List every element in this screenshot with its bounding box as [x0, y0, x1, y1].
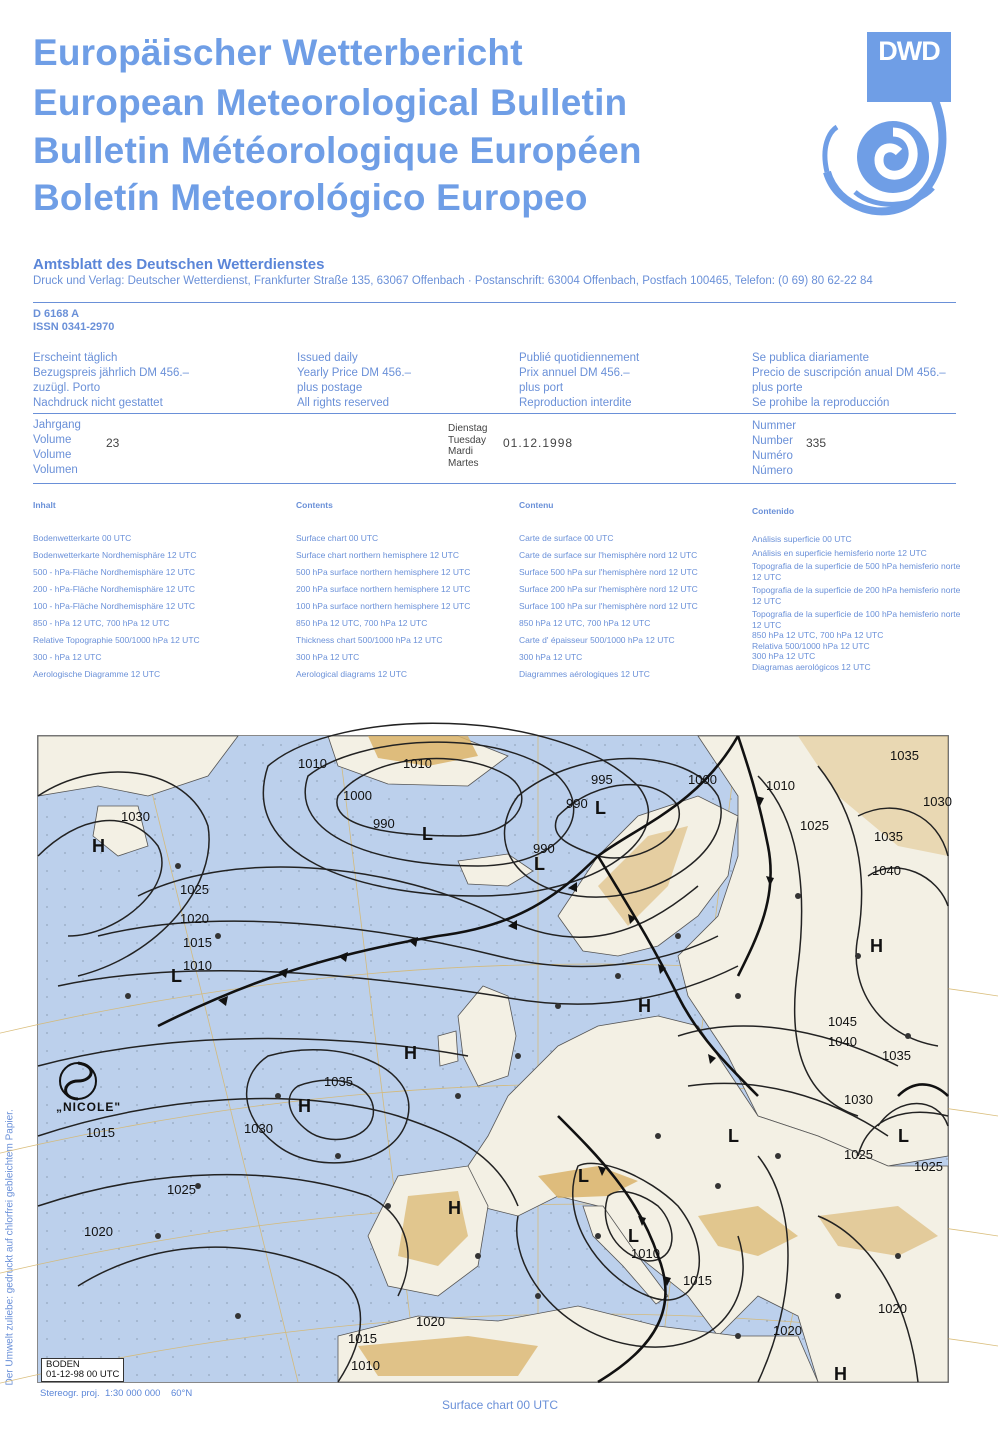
low-pressure-center: L [534, 854, 545, 874]
high-pressure-center: H [404, 1043, 417, 1063]
low-pressure-center: L [898, 1126, 909, 1146]
contents-col-de: Inhalt Bodenwetterkarte 00 UTC Bodenwetterkarte Nordhemisphäre 12 UTC 500 - hPa-Fläche Nordhemisphäre 12 UTC 200 - hPa-Fläche Nordhemisphäre 12 UTC 100 - hPa-Fläche Nordhemisphäre 12 UTC 850 - hPa 12 UTC, 700 hPa 12 UTC Relative Topographie 500/1000 hPa 12 UTC 300 - hPa 12 UTC Aerologische Diagramme 12 UTC [33, 500, 200, 679]
volume-value: 23 [106, 436, 120, 450]
isobar-label: 1015 [183, 935, 212, 950]
issn: ISSN 0341-2970 [33, 321, 115, 333]
low-pressure-center: L [628, 1226, 639, 1246]
chart-stamp: BODEN 01-12-98 00 UTC [41, 1358, 124, 1382]
surface-weather-map [37, 735, 952, 1384]
d-number: D 6168 A [33, 308, 80, 320]
pub-col-fr: Publié quotidiennement Prix annuel DM 456.– plus port Reproduction interdite [519, 352, 640, 409]
low-pressure-center: L [171, 966, 182, 986]
spiral-icon [815, 32, 950, 217]
dwd-logo [815, 32, 950, 217]
isobar-label: 1020 [84, 1224, 113, 1239]
isobar-label: 1015 [683, 1273, 712, 1288]
divider [33, 483, 956, 484]
isobar-label: 1020 [180, 911, 209, 926]
pub-col-es: Se publica diariamente Precio de suscripción anual DM 456.– plus porte Se prohibe la reproducción [752, 352, 946, 409]
title-english: European Meteorological Bulletin [33, 82, 628, 123]
isobar-label: 1010 [403, 756, 432, 771]
isobar-label: 1015 [86, 1125, 115, 1140]
isobar-label: 990 [566, 796, 588, 811]
isobar-label: 990 [533, 841, 555, 856]
title-spanish: Boletín Meteorológico Europeo [33, 177, 588, 218]
isobar-label: 1030 [923, 794, 952, 809]
isobar-label: 1025 [167, 1182, 196, 1197]
isobar-label: 1040 [828, 1034, 857, 1049]
isobar-label: 1010 [766, 778, 795, 793]
title-german: Europäischer Wetterbericht [33, 32, 523, 73]
high-pressure-center: H [448, 1198, 461, 1218]
isobar-label: 1025 [844, 1147, 873, 1162]
isobar-label: 1035 [874, 829, 903, 844]
storm-name: „NICOLE" [56, 1100, 122, 1114]
isobar-label: 1020 [878, 1301, 907, 1316]
low-pressure-center: L [595, 798, 606, 818]
isobar-label: 1020 [416, 1314, 445, 1329]
high-pressure-center: H [638, 996, 651, 1016]
divider [33, 413, 956, 414]
low-pressure-center: L [422, 824, 433, 844]
isobar-label: 1025 [180, 882, 209, 897]
low-pressure-center: L [728, 1126, 739, 1146]
divider [33, 302, 956, 303]
isobar-label: 1025 [800, 818, 829, 833]
contents-col-fr: Contenu Carte de surface 00 UTC Carte de surface sur l'hemisphère nord 12 UTC Surface 500 hPa sur l'hemisphère nord 12 UTC Surface 200 hPa sur l'hemisphère nord 12 UTC Surface 100 hPa sur l'hemisphère nord 12 UTC 850 hPa 12 UTC, 700 hPa 12 UTC Carte d' épaisseur 500/1000 hPa 12 UTC 300 hPa 12 UTC Diagrammes aérologiques 12 UTC [519, 500, 698, 679]
low-pressure-center: L [578, 1166, 589, 1186]
isobar-label: 990 [373, 816, 395, 831]
isobar-label: 1030 [121, 809, 150, 824]
isobar-label: 1035 [890, 748, 919, 763]
isobar-label: 1020 [773, 1323, 802, 1338]
issue-date: 01.12.1998 [503, 436, 574, 450]
issue-number: 335 [806, 436, 827, 450]
dwd-logo-text: DWD [878, 36, 940, 66]
isobar-label: 1040 [872, 863, 901, 878]
high-pressure-center: H [298, 1096, 311, 1116]
pub-col-en: Issued daily Yearly Price DM 456.– plus postage All rights reserved [297, 352, 411, 409]
number-labels: Nummer Number Numéro Número [752, 420, 797, 477]
pub-col-de: Erscheint täglich Bezugspreis jährlich DM 456.– zuzügl. Porto Nachdruck nicht gestattet [33, 352, 189, 409]
isobar-label: 1030 [844, 1092, 873, 1107]
contents-col-es: Contenido Análisis superficie 00 UTC Análisis en superficie hemisferio norte 12 UTC Topografia de la superficie de 500 hPa hemisferio norte 12 UTC Topografia de la superficie de 200 hPa hemisferio norte 12 UTC Topografia de la superficie de 100 hPa hemisferio norte 12 UTC 850 hPa 12 UTC, 700 hPa 12 UTC Relativa 500/1000 hPa 12 UTC 300 hPa 12 UTC Diagramas aerológicos 12 UTC [752, 506, 961, 672]
isobar-label: 1010 [298, 756, 327, 771]
isobar-label: 1000 [688, 772, 717, 787]
recycled-paper-note: Der Umwelt zuliebe: gedruckt auf chlorfrei gebleichtem Papier. [4, 1109, 16, 1386]
isobar-label: 1030 [244, 1121, 273, 1136]
isobar-label: 1000 [343, 788, 372, 803]
high-pressure-center: H [870, 936, 883, 956]
weekday-labels: Dienstag Tuesday Mardi Martes [448, 423, 488, 469]
isobar-label: 1035 [324, 1074, 353, 1089]
high-pressure-center: H [92, 836, 105, 856]
isobar-label: 1010 [631, 1246, 660, 1261]
title-french: Bulletin Météorologique Européen [33, 130, 642, 171]
isobar-label: 1015 [348, 1331, 377, 1346]
isobar-label: 1025 [914, 1159, 943, 1174]
address: Druck und Verlag: Deutscher Wetterdienst, Frankfurter Straße 135, 63067 Offenbach · Postanschrift: 63004 Offenbach, Postfach 100465, Telefon: (0 69) 80 62-22 84 [33, 275, 873, 287]
map-caption: Surface chart 00 UTC [441, 1398, 559, 1412]
isobar-label: 995 [591, 772, 613, 787]
isobar-label: 1010 [183, 958, 212, 973]
isobar-label: 1045 [828, 1014, 857, 1029]
isobar-label: 1035 [882, 1048, 911, 1063]
volume-labels: Jahrgang Volume Volume Volumen [33, 419, 81, 476]
isobar-label: 1010 [351, 1358, 380, 1373]
high-pressure-center: H [834, 1364, 847, 1384]
projection-note: Stereogr. proj. 1:30 000 000 60°N [40, 1388, 193, 1399]
contents-col-en: Contents Surface chart 00 UTC Surface chart northern hemisphere 12 UTC 500 hPa surface northern hemisphere 12 UTC 200 hPa surface northern hemisphere 12 UTC 100 hPa surface northern hemisphere 12 UTC 850 hPa 12 UTC, 700 hPa 12 UTC Thickness chart 500/1000 hPa 12 UTC 300 hPa 12 UTC Aerological diagrams 12 UTC [296, 500, 471, 679]
subtitle: Amtsblatt des Deutschen Wetterdienstes [33, 256, 325, 273]
